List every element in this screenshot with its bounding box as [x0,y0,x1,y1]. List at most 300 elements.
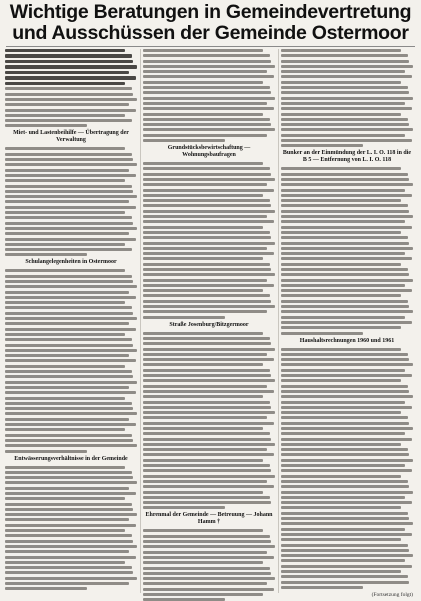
text-line [143,453,274,456]
subheading: Bunker an der Einmündung der L. I. O. 118 in die B 5 — Entfernung von L. I. O. 118 [282,150,412,164]
text-line [281,395,413,398]
text-line [281,565,412,568]
text-line [281,485,409,488]
text-line [5,269,125,272]
text-line [143,226,263,229]
text-line [5,185,132,188]
text-line [5,587,87,590]
text-line [143,556,274,559]
subheading: Schulangelegenheiten in Ostermoor [25,259,117,266]
text-line [5,545,137,548]
text-line [143,134,267,137]
text-line [5,529,125,532]
text-line [5,179,125,182]
article-paragraph [143,162,275,319]
text-line [5,571,133,574]
text-line [281,54,408,57]
text-line [281,443,401,446]
text-line [143,577,275,580]
text-line [281,86,408,89]
text-line [143,86,270,89]
text-line [5,169,129,172]
text-line [5,296,136,299]
text-line [281,427,413,430]
text-line [5,275,132,278]
text-line [143,194,263,197]
text-line [5,124,87,127]
text-line [143,561,263,564]
text-line [281,559,405,562]
text-line [143,97,275,100]
text-line [5,518,129,521]
text-line [281,134,405,137]
text-line [5,534,132,537]
subheading: Entwässerungsverhältnisse in der Gemeinde [14,455,128,462]
text-line [143,529,263,532]
text-line [143,189,274,192]
text-line [281,416,408,419]
text-line [143,113,263,116]
text-line [143,588,274,591]
text-line [281,294,401,297]
text-line [281,348,401,351]
text-line [143,123,271,126]
text-line [143,485,274,488]
text-line [143,379,275,382]
text-line [5,370,132,373]
text-line [5,54,132,57]
text-line [281,220,405,223]
text-line [281,363,413,366]
text-line [281,289,412,292]
text-line [143,582,267,585]
text-line [281,544,408,547]
text-line [5,333,125,336]
text-line [5,450,87,453]
text-line [143,427,263,430]
text-line [281,316,405,319]
text-line [143,464,270,467]
text-line [281,183,413,186]
text-line [143,300,271,303]
text-line [281,332,363,335]
text-line [143,416,267,419]
text-line [5,238,136,241]
text-line [281,549,409,552]
text-line [281,167,401,170]
text-line [143,54,270,57]
headline-line-1: Wichtige Beratungen in Gemeindevertretung [9,1,412,23]
text-line [281,422,409,425]
subheading: Grundstücksbewirtschaftung — Wohnungsbaufragen [167,145,251,159]
text-line [281,102,405,105]
text-line [143,432,270,435]
text-line [5,87,132,90]
text-line [143,395,263,398]
text-line [281,231,401,234]
text-line [143,279,267,282]
text-line [281,118,408,121]
text-line [143,273,275,276]
text-line [281,379,401,382]
text-line [5,407,133,410]
text-column-1 [5,49,137,593]
text-line [5,195,137,198]
text-line [143,162,263,165]
text-line [143,332,263,335]
text-line [281,178,409,181]
article-paragraph [5,269,137,452]
text-line [281,236,408,239]
text-line [5,109,136,112]
article-paragraph [143,529,275,601]
text-line [143,540,271,543]
text-line [281,453,409,456]
text-line [5,466,125,469]
text-line [281,501,412,504]
text-line [143,480,267,483]
headline-line-2: und Ausschüssen der Gemeinde Ostermoor [12,22,409,44]
text-line [281,438,412,441]
text-line [5,206,136,209]
text-line [5,381,137,384]
text-line [281,123,409,126]
article-paragraph [5,466,137,591]
text-line [143,178,275,181]
text-line [5,291,129,294]
text-line [5,163,137,166]
text-line [5,190,133,193]
text-line [281,369,405,372]
text-line [5,344,133,347]
text-line [281,464,405,467]
text-line [281,374,412,377]
text-column-3 [281,49,413,598]
text-line [143,374,271,377]
text-line [281,173,408,176]
text-line [281,49,401,52]
text-line [143,284,274,287]
text-line [5,386,129,389]
text-line [5,476,133,479]
text-line [143,459,263,462]
text-line [143,91,271,94]
text-line [281,199,401,202]
text-line [143,567,270,570]
text-line [143,496,270,499]
text-line [5,328,136,331]
text-line [5,365,125,368]
text-line [5,114,125,117]
text-line [5,174,136,177]
text-line [281,310,413,313]
text-line [5,232,129,235]
text-line [5,492,136,495]
text-line [143,118,270,121]
text-line [5,98,137,101]
text-line [5,550,129,553]
text-line [143,242,275,245]
text-line [281,506,401,509]
text-line [281,305,409,308]
text-line [5,317,137,320]
text-line [143,139,225,142]
text-line [281,189,405,192]
column-divider [140,49,141,593]
text-line [5,338,132,341]
text-line [143,167,270,170]
text-line [281,284,405,287]
text-column-2 [143,49,275,593]
text-line [281,204,408,207]
text-line [281,512,408,515]
text-line [143,348,275,351]
text-line [143,305,275,308]
text-line [5,153,132,156]
article-paragraph [143,49,275,142]
text-line [5,402,132,405]
text-line [143,60,271,63]
text-line [281,475,401,478]
text-line [281,554,413,557]
text-line [143,102,267,105]
text-line [143,401,270,404]
text-line [5,65,137,68]
headline-divider [6,46,415,47]
text-line [143,75,274,78]
text-line [143,204,271,207]
text-line [143,252,274,255]
text-line [281,268,408,271]
text-line [143,65,275,68]
subheading: Miet- und Lastenbeihilfe — Übertragung der Verwaltung [13,130,129,144]
text-line [143,551,267,554]
text-line [281,128,413,131]
text-line [143,199,270,202]
text-line [143,236,271,239]
text-line [143,390,274,393]
text-line [281,406,412,409]
text-line [5,540,133,543]
text-line [5,508,133,511]
text-line [281,401,405,404]
text-line [5,60,133,63]
text-line [281,81,401,84]
text-line [5,253,87,256]
text-line [281,113,401,116]
text-line [5,222,133,225]
text-line [5,582,129,585]
text-line [281,257,412,260]
text-line [5,301,125,304]
text-line [5,375,133,378]
text-line [5,158,133,161]
subheading: Haushaltsrechnungen 1960 und 1961 [299,337,395,344]
text-line [5,354,129,357]
text-line [143,310,267,313]
text-line [143,385,267,388]
text-line [143,107,274,110]
subheading: Ehrenmal der Gemeinde — Betreuung — Johann Hamm † [145,512,273,526]
text-line [281,139,412,142]
text-line [281,581,409,584]
text-line [143,506,225,509]
article-headline [6,2,415,44]
article-paragraph [281,348,413,589]
text-line [143,257,263,260]
text-line [143,448,267,451]
text-line [281,263,401,266]
text-line [5,434,132,437]
text-line [5,524,136,527]
text-line [281,65,413,68]
text-line [281,300,408,303]
text-line [5,561,125,564]
text-line [281,252,405,255]
text-line [5,49,125,52]
text-line [143,363,263,366]
text-line [281,279,413,282]
text-line [143,289,263,292]
text-line [5,211,125,214]
text-line [281,91,409,94]
text-line [5,312,133,315]
text-line [5,428,125,431]
text-line [143,316,225,319]
text-line [5,391,136,394]
text-line [5,82,125,85]
text-line [281,107,412,110]
text-line [143,263,270,266]
text-line [281,60,409,63]
article-paragraph [281,167,413,334]
text-line [281,469,412,472]
text-line [143,535,270,538]
text-line [143,268,271,271]
text-line [5,280,133,283]
text-line [5,200,129,203]
text-line [5,349,137,352]
text-line [281,194,412,197]
text-line [281,326,401,329]
text-line [281,459,413,462]
text-line [143,593,263,596]
text-line [5,513,137,516]
text-line [5,322,129,325]
text-line [5,481,137,484]
text-line [5,556,136,559]
text-line [281,411,401,414]
text-line [143,210,275,213]
text-line [5,397,125,400]
text-line [143,183,267,186]
text-line [143,475,275,478]
text-line [5,227,137,230]
text-line [143,491,263,494]
text-line [281,226,412,229]
text-line [281,491,413,494]
text-line [5,359,136,362]
text-line [143,337,270,340]
text-line [143,422,274,425]
text-line [281,144,363,147]
text-line [281,528,405,531]
text-line [281,70,405,73]
text-line [281,242,409,245]
text-line [281,247,413,250]
text-line [281,522,413,525]
text-line [281,75,412,78]
text-line [281,432,405,435]
text-line [5,439,133,442]
text-line [143,369,270,372]
text-line [5,412,137,415]
text-line [143,70,267,73]
text-line [143,342,271,345]
text-line [281,538,401,541]
text-line [281,353,408,356]
text-line [143,220,274,223]
text-line [143,469,271,472]
text-line [281,517,409,520]
text-line [143,247,267,250]
text-line [281,215,413,218]
text-line [143,215,267,218]
text-line [143,443,275,446]
text-line [143,411,275,414]
text-line [143,294,270,297]
column-divider [278,49,279,593]
text-line [5,93,133,96]
article-paragraph [281,49,413,147]
text-line [281,210,409,213]
text-line [281,570,401,573]
text-line [281,390,409,393]
text-line [281,586,363,589]
text-line [5,147,125,150]
text-line [143,572,271,575]
text-line [281,533,412,536]
lead-paragraph [5,49,137,127]
subheading: Straße Josenburg/Bitzgermoor [169,321,249,328]
article-paragraph [5,147,137,256]
text-line [143,49,263,52]
text-line [5,487,129,490]
text-line [5,423,136,426]
text-line [281,575,408,578]
text-line [143,128,275,131]
text-line [143,438,271,441]
text-line [5,418,129,421]
text-line [143,81,263,84]
continuation-note: (Fortsetzung folgt) [371,591,413,598]
text-line [281,496,405,499]
text-line [281,385,408,388]
text-line [5,306,132,309]
text-line [281,448,408,451]
text-line [281,97,413,100]
text-line [143,353,267,356]
text-line [143,406,271,409]
text-line [143,231,270,234]
text-line [5,243,125,246]
text-line [5,577,137,580]
text-line [143,173,271,176]
text-line [5,566,132,569]
article-paragraph [143,332,275,510]
text-line [5,471,132,474]
text-line [5,248,132,251]
